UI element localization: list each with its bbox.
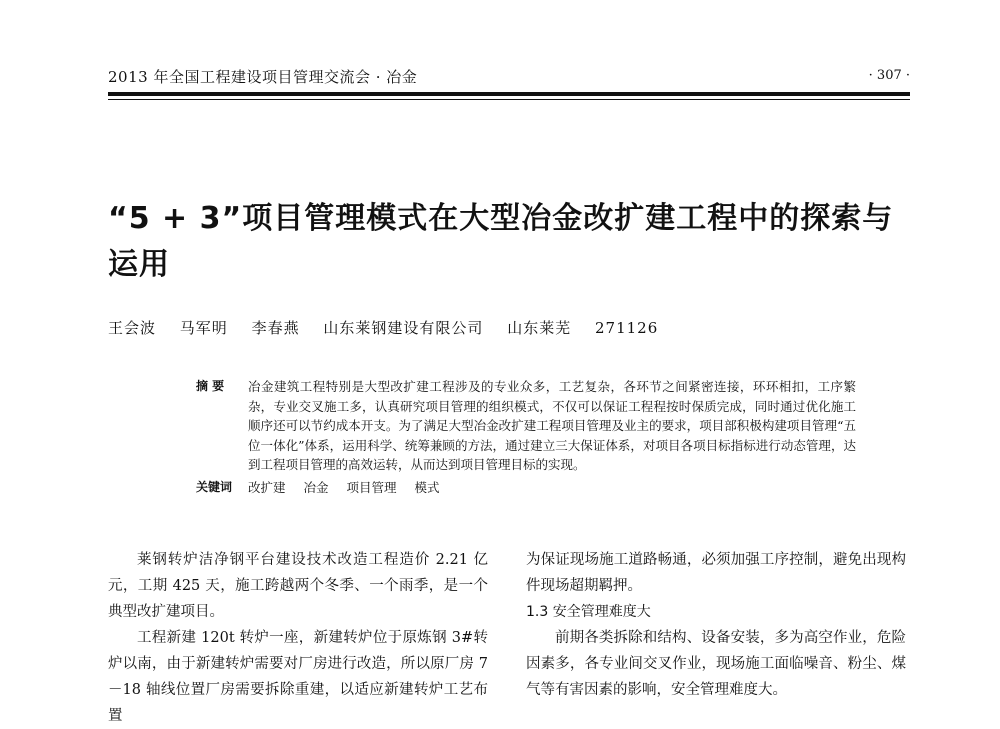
running-header <box>108 62 910 92</box>
keyword: 冶金 <box>303 479 329 495</box>
body-column-left <box>108 547 488 729</box>
abstract-block <box>196 377 856 497</box>
author-name: 马军明 <box>179 319 228 337</box>
keyword: 项目管理 <box>346 479 397 495</box>
keyword: 模式 <box>414 479 440 495</box>
author-name: 王会波 <box>108 319 157 337</box>
body-column-right <box>526 547 906 703</box>
body-paragraph: 莱钢转炉洁净钢平台建设技术改造工程造价 2.21 亿元，工期 425 天，施工跨越两个冬季、一个雨季，是一个典型改扩建项目。 <box>108 552 488 620</box>
author-line <box>108 317 808 338</box>
author-name: 李春燕 <box>251 319 300 337</box>
abstract-label: 摘 要 <box>196 379 225 393</box>
article-title: “5 + 3”项目管理模式在大型冶金改扩建工程中的探索与运用 <box>108 201 894 282</box>
header-rule-thin <box>108 99 910 100</box>
header-rule-thick <box>108 92 910 96</box>
section-heading: 1.3 安全管理难度大 <box>526 604 651 620</box>
postcode: 271126 <box>594 319 659 337</box>
affiliation: 山东莱钢建设有限公司 <box>323 319 484 337</box>
keyword: 改扩建 <box>248 479 286 495</box>
body-paragraph: 前期各类拆除和结构、设备安装，多为高空作业，危险因素多，各专业间交叉作业，现场施工面临噪音、粉尘、煤气等有害因素的影响，安全管理难度大。 <box>526 630 906 698</box>
abstract-text: 冶金建筑工程特别是大型改扩建工程涉及的专业众多，工艺复杂，各环节之间紧密连接，环环相扣，工序繁杂，专业交叉施工多，认真研究项目管理的组织模式，不仅可以保证工程程按时保质完成，同时通过优化施工顺序还可以节约成本开支。为了满足大型冶金改扩建工程项目管理及业主的要求，项目部积极构建项目管理“五位一体化”体系，运用科学、统筹兼顾的方法，通过建立三大保证体系，对项目各项目标指标进行动态管理，达到工程项目管理的高效运转，从而达到项目管理目标的实现。 <box>248 379 856 472</box>
location: 山东莱芜 <box>507 319 572 337</box>
keywords-label: 关键词 <box>196 479 233 494</box>
body-paragraph: 工程新建 120t 转炉一座，新建转炉位于原炼钢 3#转炉以南，由于新建转炉需要对厂房进行改造，所以原厂房 7－18 轴线位置厂房需要拆除重建，以适应新建转炉工艺布置 <box>108 630 488 724</box>
body-paragraph: 为保证现场施工道路畅通，必须加强工序控制，避免出现构件现场超期羁押。 <box>526 552 906 594</box>
page-number: · 307 · <box>868 68 910 83</box>
journal-title: 2013 年全国工程建设项目管理交流会 · 冶金 <box>108 68 418 86</box>
